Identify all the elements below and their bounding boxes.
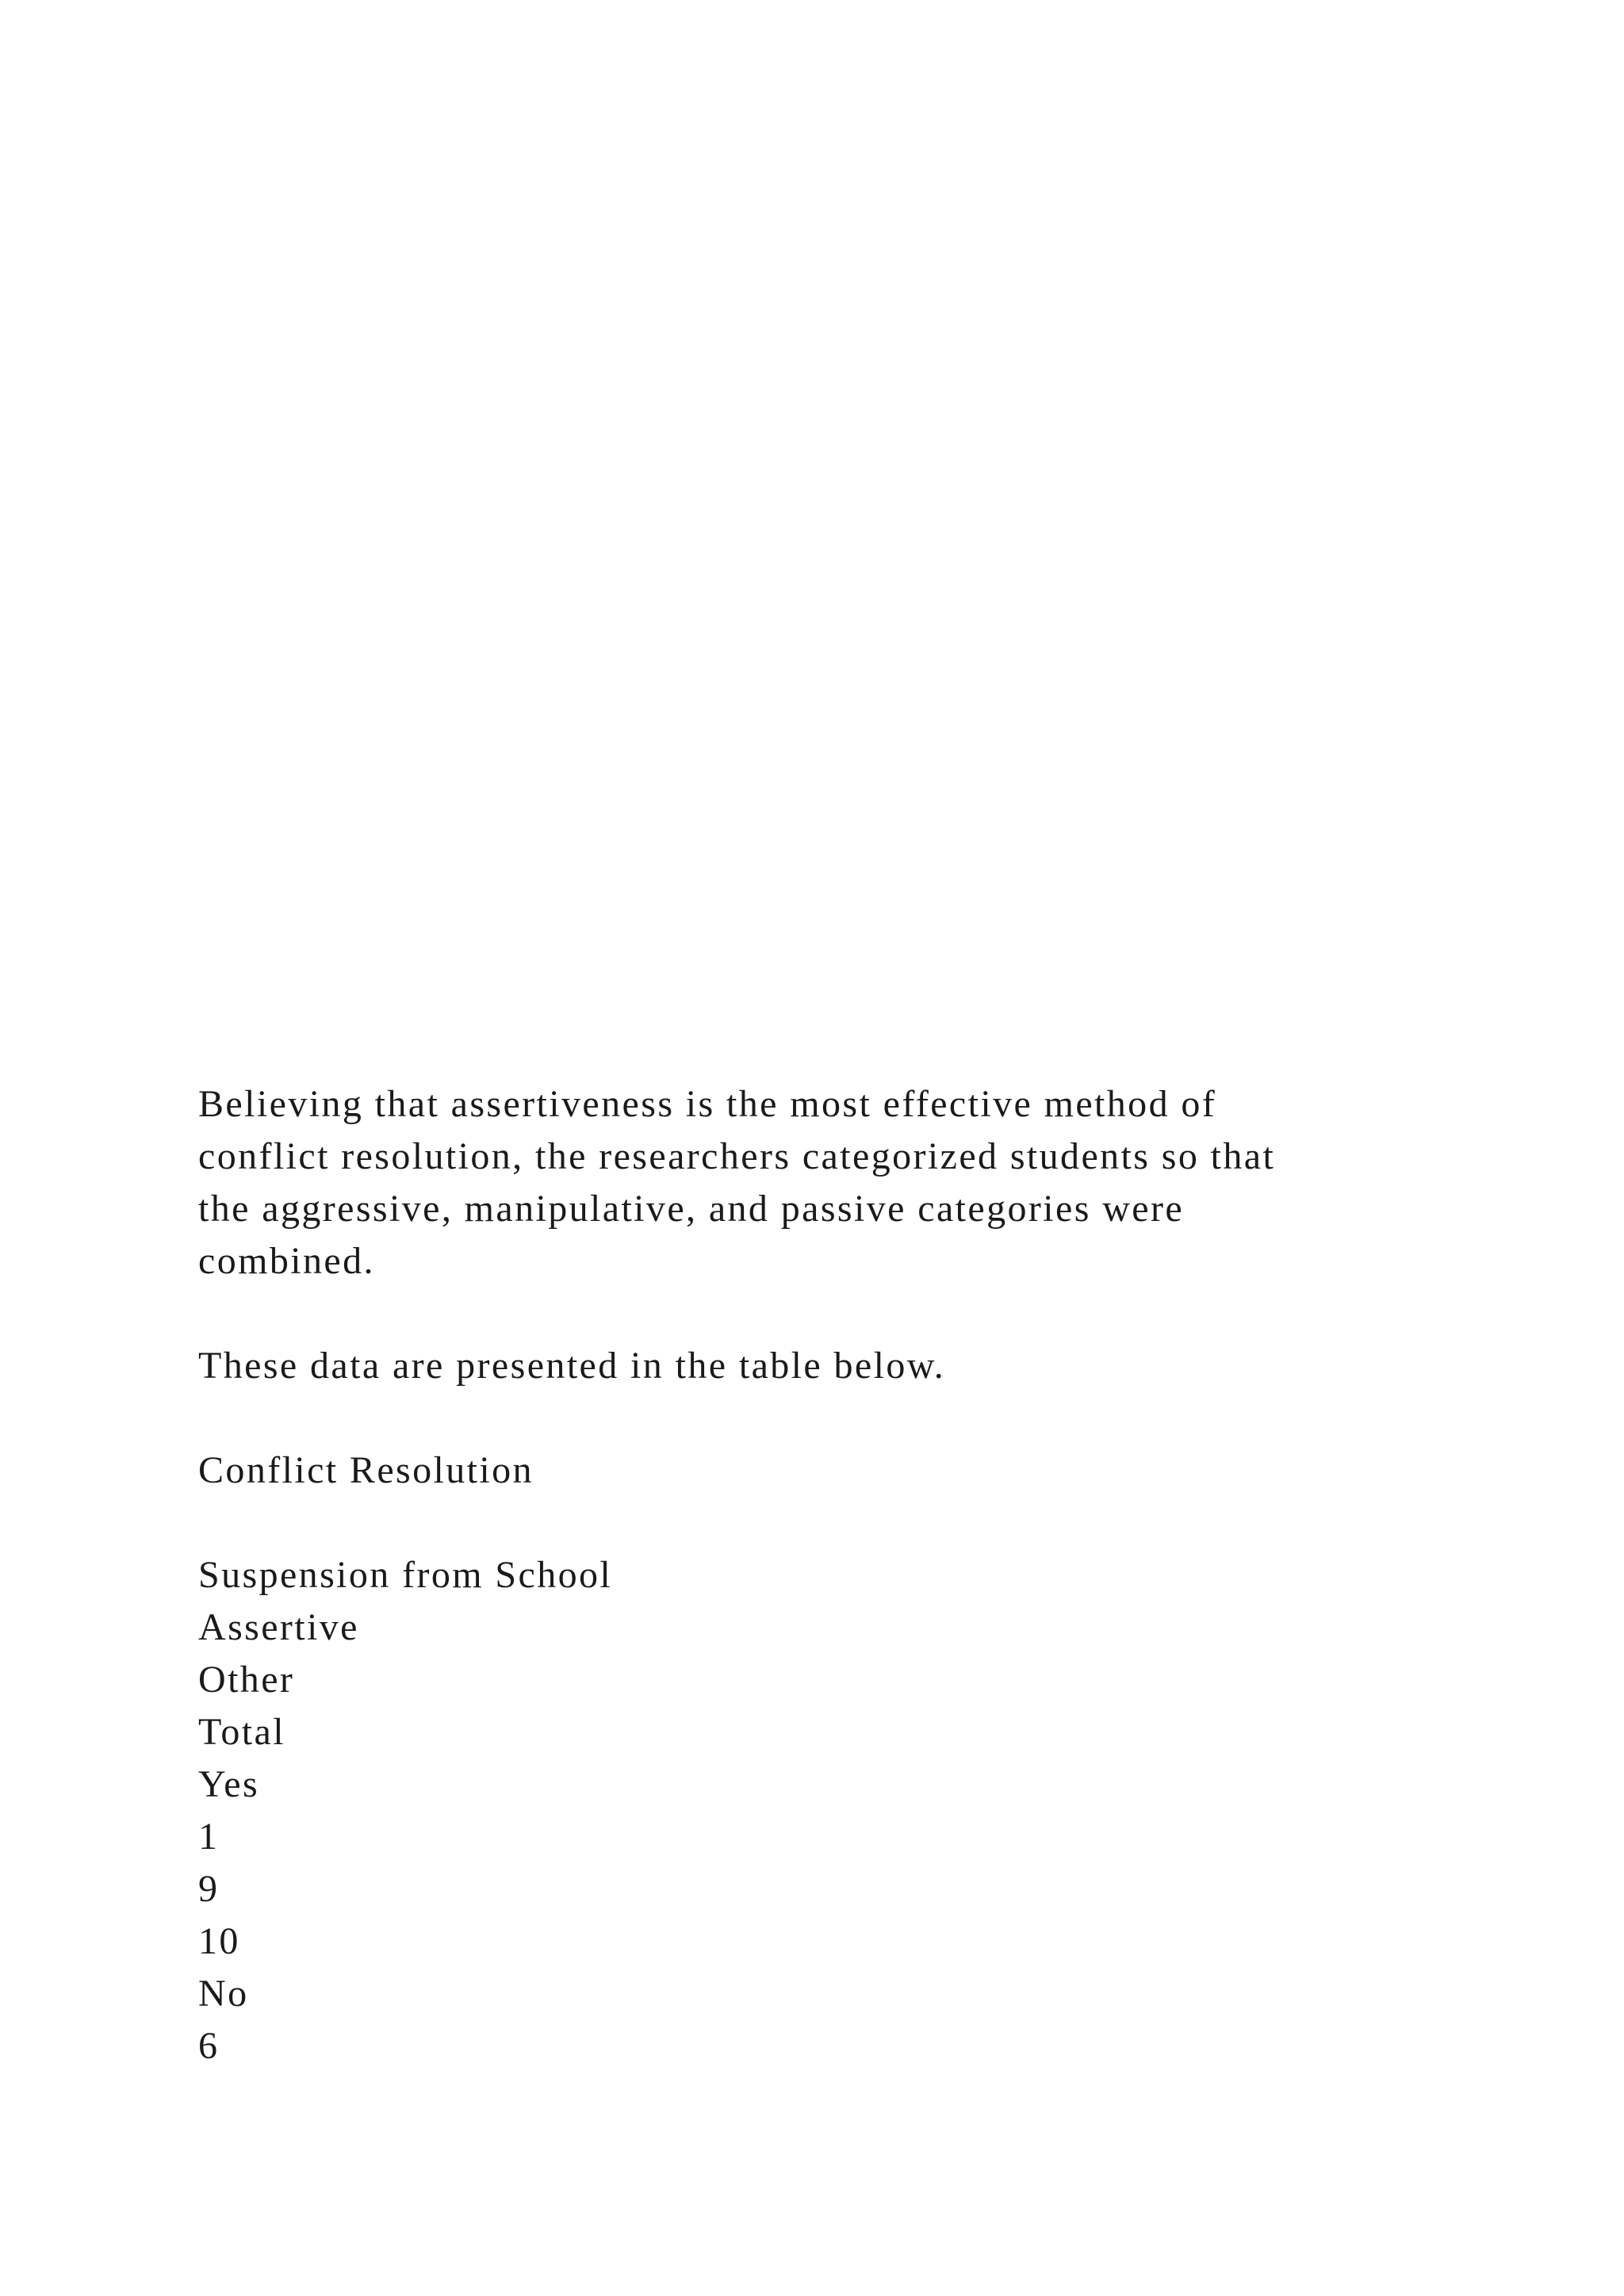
table-text-block bbox=[198, 1549, 1435, 2072]
table-line: Yes bbox=[198, 1763, 260, 1805]
table-line: Other bbox=[198, 1659, 295, 1701]
table-heading bbox=[198, 1445, 1435, 1497]
paragraph-line: the aggressive, manipulative, and passive categories were bbox=[198, 1188, 1185, 1230]
table-line: 10 bbox=[198, 1920, 240, 1962]
paragraph-line: These data are presented in the table below. bbox=[198, 1345, 946, 1387]
table-line: No bbox=[198, 1973, 249, 2015]
heading-text: Conflict Resolution bbox=[198, 1449, 534, 1491]
paragraph-line: combined. bbox=[198, 1240, 375, 1282]
intro-paragraph bbox=[198, 1078, 1435, 1288]
data-intro-paragraph bbox=[198, 1340, 1435, 1392]
table-line: 9 bbox=[198, 1868, 220, 1910]
paragraph-line: conflict resolution, the researchers categorized students so that bbox=[198, 1135, 1276, 1177]
paragraph-line: Believing that assertiveness is the most effective method of bbox=[198, 1083, 1217, 1125]
table-line: Suspension from School bbox=[198, 1554, 613, 1596]
table-line: Total bbox=[198, 1711, 285, 1753]
table-line: Assertive bbox=[198, 1606, 359, 1648]
table-line: 1 bbox=[198, 1816, 220, 1858]
document-body bbox=[198, 1078, 1435, 2072]
table-line: 6 bbox=[198, 2025, 220, 2067]
